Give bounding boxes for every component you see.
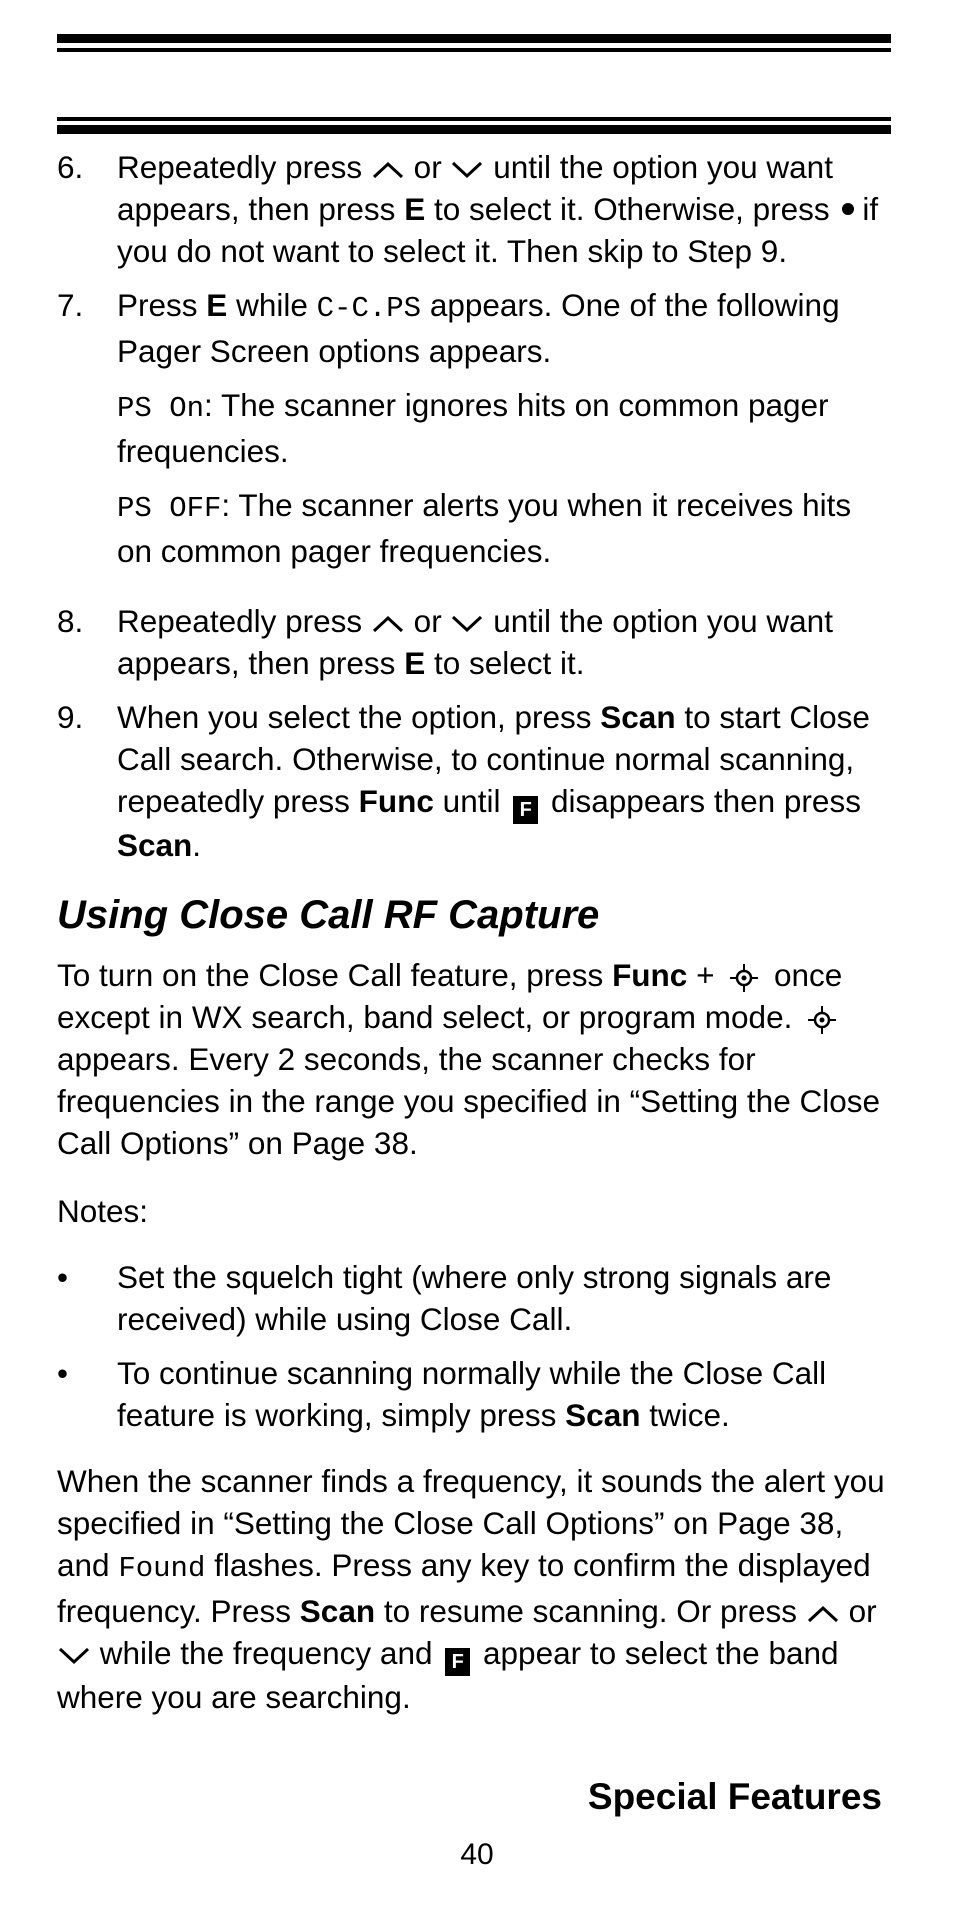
key-scan: Scan bbox=[299, 1593, 376, 1629]
step-text: or bbox=[413, 603, 442, 639]
key-scan: Scan bbox=[117, 827, 193, 863]
bullet: • bbox=[57, 1259, 69, 1295]
display-text: PS On bbox=[117, 392, 205, 425]
step-text: until the option you want appears, then press bbox=[117, 149, 833, 227]
page-content bbox=[57, 146, 893, 1718]
f-indicator-icon: F bbox=[513, 796, 538, 824]
paragraph-text: flashes. Press any key to confirm the displayed frequency. Press bbox=[57, 1547, 871, 1629]
f-indicator-icon: F bbox=[445, 1648, 470, 1676]
option-text: : The scanner alerts you when it receives hits on common pager frequencies. bbox=[117, 487, 852, 569]
key-e: E bbox=[206, 287, 228, 323]
top-rule-thick bbox=[57, 34, 891, 43]
paragraph-text: once except in WX search, band select, or program mode. bbox=[57, 957, 843, 1035]
close-call-icon bbox=[805, 1003, 839, 1037]
key-scan: Scan bbox=[565, 1397, 641, 1433]
up-arrow-icon bbox=[371, 160, 405, 180]
display-text: PS OFF bbox=[117, 492, 222, 525]
page-number: 40 bbox=[460, 1838, 494, 1871]
step-number: 9. bbox=[57, 699, 84, 735]
step-text: to select it. Otherwise, press bbox=[433, 191, 830, 227]
option-ps-on bbox=[117, 384, 893, 472]
option-text: : The scanner ignores hits on common pager frequencies. bbox=[117, 387, 829, 469]
note-text: twice. bbox=[649, 1397, 730, 1433]
paragraph-text: appears. Every 2 seconds, the scanner checks for frequencies in the range you specified in “Setting the Close Call Options” on Page 38. bbox=[57, 1041, 880, 1161]
note-bullet-1 bbox=[57, 1256, 893, 1340]
paragraph-text: while the frequency and bbox=[99, 1635, 433, 1671]
step-text: Press bbox=[117, 287, 198, 323]
notes-label: Notes: bbox=[57, 1193, 149, 1229]
step-text: while bbox=[236, 287, 308, 323]
display-text: C-C.PS bbox=[316, 292, 422, 325]
step-text: to start Close Call search. Otherwise, to continue normal scanning, repeatedly press bbox=[117, 699, 870, 819]
down-arrow-icon bbox=[57, 1646, 91, 1666]
up-arrow-icon bbox=[371, 614, 405, 634]
second-rule-thick bbox=[57, 125, 891, 134]
note-text: Set the squelch tight (where only strong signals are received) while using Close Call. bbox=[117, 1259, 832, 1337]
option-ps-off bbox=[117, 484, 893, 572]
step-number: 7. bbox=[57, 287, 84, 323]
step-text: disappears then press bbox=[551, 783, 861, 819]
note-text: To continue scanning normally while the Close Call feature is working, simply press bbox=[117, 1355, 827, 1433]
paragraph-text: to resume scanning. Or press bbox=[383, 1593, 798, 1629]
step-text: . bbox=[192, 827, 202, 863]
step-text: to select it. bbox=[433, 645, 585, 681]
down-arrow-icon bbox=[450, 160, 484, 180]
step-number: 6. bbox=[57, 149, 84, 185]
step-text: if you do not want to select it. Then skip to Step 9. bbox=[117, 191, 879, 269]
note-bullet-2 bbox=[57, 1352, 893, 1436]
paragraph-text: To turn on the Close Call feature, press bbox=[57, 957, 604, 993]
step-9 bbox=[57, 696, 893, 866]
step-text: or bbox=[413, 149, 442, 185]
bullet: • bbox=[57, 1355, 69, 1391]
step-7 bbox=[57, 284, 893, 572]
section-heading: Using Close Call RF Capture bbox=[57, 893, 600, 937]
step-8 bbox=[57, 600, 893, 684]
key-e: E bbox=[404, 191, 426, 227]
dot-key-icon bbox=[842, 203, 854, 215]
paragraph-text: + bbox=[696, 957, 715, 993]
key-func: Func bbox=[358, 783, 434, 819]
key-scan: Scan bbox=[600, 699, 676, 735]
paragraph-intro bbox=[57, 954, 893, 1164]
step-number: 8. bbox=[57, 603, 84, 639]
top-rule-thin bbox=[57, 48, 891, 52]
step-text: appears. One of the following Pager Screen options appears. bbox=[117, 287, 840, 369]
paragraph-text: or bbox=[848, 1593, 877, 1629]
close-call-icon bbox=[727, 961, 761, 995]
up-arrow-icon bbox=[806, 1604, 840, 1624]
step-text: until the option you want appears, then press bbox=[117, 603, 833, 681]
step-text: until bbox=[442, 783, 501, 819]
footer-section-title: Special Features bbox=[587, 1776, 882, 1817]
down-arrow-icon bbox=[450, 614, 484, 634]
key-func: Func bbox=[612, 957, 688, 993]
paragraph-text: appear to select the band where you are searching. bbox=[57, 1635, 839, 1715]
paragraph-text: When the scanner finds a frequency, it sounds the alert you specified in “Setting the Close Call Options” on Page 38, and bbox=[57, 1463, 885, 1583]
display-text: Found bbox=[118, 1552, 206, 1585]
step-text: When you select the option, press bbox=[117, 699, 592, 735]
second-rule-thin bbox=[57, 117, 891, 121]
key-e: E bbox=[404, 645, 426, 681]
step-text: Repeatedly press bbox=[117, 603, 363, 639]
step-text: Repeatedly press bbox=[117, 149, 363, 185]
step-6 bbox=[57, 146, 893, 272]
paragraph-found bbox=[57, 1460, 893, 1718]
